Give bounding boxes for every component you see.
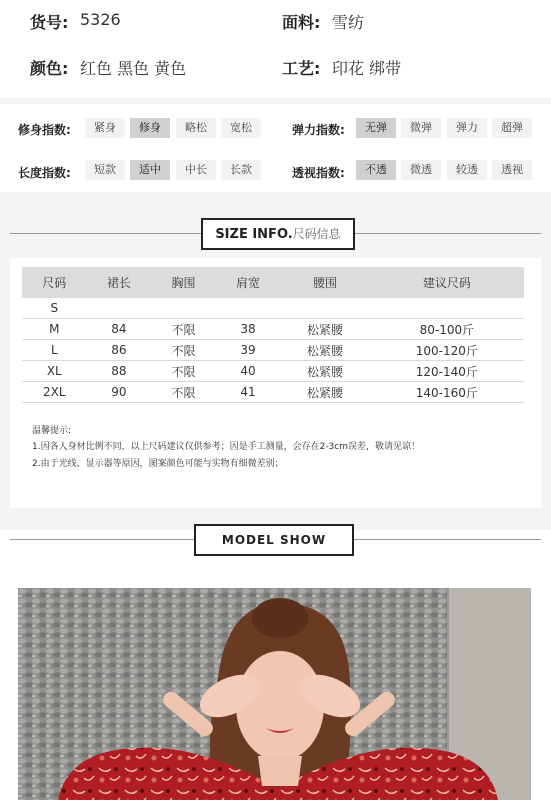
length-option: 长款	[221, 160, 261, 180]
sheer-index-label: 透视指数:	[292, 166, 345, 180]
size-table-cell: 41	[216, 382, 281, 403]
length-option: 中长	[176, 160, 216, 180]
size-table-header	[22, 267, 524, 298]
elastic-option: 微弹	[401, 118, 441, 138]
item-number-label: 货号:	[30, 13, 69, 32]
fabric-value: 雪纺	[332, 13, 365, 32]
size-table-cell: 100-120斤	[370, 340, 524, 361]
size-table-cell: M	[22, 319, 87, 340]
item-number-value: 5326	[80, 10, 121, 29]
size-table-cell: 88	[87, 361, 152, 382]
size-table-cell: 84	[87, 319, 152, 340]
length-index-label: 长度指数:	[18, 166, 71, 180]
size-table-cell: L	[22, 340, 87, 361]
size-header-cell: 肩宽	[216, 267, 281, 298]
size-table-cell: 140-160斤	[370, 382, 524, 403]
size-table-row	[22, 340, 524, 361]
fit-index-label: 修身指数:	[18, 123, 71, 137]
size-table-cell: 不限	[151, 319, 216, 340]
size-table-cell	[151, 298, 216, 319]
size-table-cell: S	[22, 298, 87, 319]
sheer-option: 较透	[447, 160, 487, 180]
size-table-cell: 2XL	[22, 382, 87, 403]
size-table-cell: 80-100斤	[370, 319, 524, 340]
elastic-index-label: 弹力指数:	[292, 123, 345, 137]
model-show-title: MODEL SHOW	[194, 524, 354, 556]
size-table-cell: 松紧腰	[280, 319, 369, 340]
size-table-row	[22, 382, 524, 403]
sheer-option: 不透	[356, 160, 396, 180]
size-header-cell: 尺码	[22, 267, 87, 298]
length-option: 适中	[130, 160, 170, 180]
size-table-cell: 90	[87, 382, 152, 403]
craft-label: 工艺:	[282, 59, 321, 78]
size-header-cell: 胸围	[151, 267, 216, 298]
tips-title: 温馨提示:	[32, 426, 72, 436]
elastic-option: 超弹	[492, 118, 532, 138]
elastic-option: 弹力	[447, 118, 487, 138]
size-table-cell: 松紧腰	[280, 340, 369, 361]
size-table-cell: 86	[87, 340, 152, 361]
elastic-option: 无弹	[356, 118, 396, 138]
size-table-cell: 不限	[151, 382, 216, 403]
size-table-cell: 38	[216, 319, 281, 340]
size-table-cell	[216, 298, 281, 319]
craft-value: 印花 绑带	[332, 59, 402, 78]
size-table-row	[22, 361, 524, 382]
size-table-cell: 不限	[151, 361, 216, 382]
model-photo	[18, 588, 531, 800]
tips-line-2: 2.由于光线、显示器等原因，图案颜色可能与实物有细微差别；	[32, 459, 284, 469]
size-header-cell: 腰围	[280, 267, 369, 298]
size-table-cell: 松紧腰	[280, 361, 369, 382]
size-table	[22, 267, 524, 403]
sheer-option: 微透	[401, 160, 441, 180]
size-header-cell: 裙长	[87, 267, 152, 298]
tips-line-1: 1.因各人身材比例不同，以上尺码建议仅供参考；因是手工测量，会存在2-3cm误差，敬请见谅！	[32, 442, 421, 452]
sheer-option: 透视	[492, 160, 532, 180]
model-photo-art	[18, 588, 531, 800]
size-info-title-en: SIZE INFO.	[215, 227, 293, 242]
size-table-cell: 不限	[151, 340, 216, 361]
size-table-cell: 40	[216, 361, 281, 382]
size-info-title	[201, 218, 355, 250]
color-label: 颜色:	[30, 59, 69, 78]
size-table-cell	[280, 298, 369, 319]
color-value: 红色 黑色 黄色	[80, 59, 187, 78]
size-table-cell: 120-140斤	[370, 361, 524, 382]
fit-option: 宽松	[221, 118, 261, 138]
size-header-cell: 建议尺码	[370, 267, 524, 298]
size-table-cell	[87, 298, 152, 319]
fit-option: 修身	[130, 118, 170, 138]
length-option: 短款	[85, 160, 125, 180]
fit-option: 紧身	[85, 118, 125, 138]
size-table-cell: 松紧腰	[280, 382, 369, 403]
size-info-title-cn: 尺码信息	[292, 227, 341, 241]
size-table-cell	[370, 298, 524, 319]
size-table-cell: 39	[216, 340, 281, 361]
size-table-cell: XL	[22, 361, 87, 382]
size-table-row	[22, 319, 524, 340]
fabric-label: 面料:	[282, 13, 321, 32]
size-table-row	[22, 298, 524, 319]
fit-option: 略松	[176, 118, 216, 138]
